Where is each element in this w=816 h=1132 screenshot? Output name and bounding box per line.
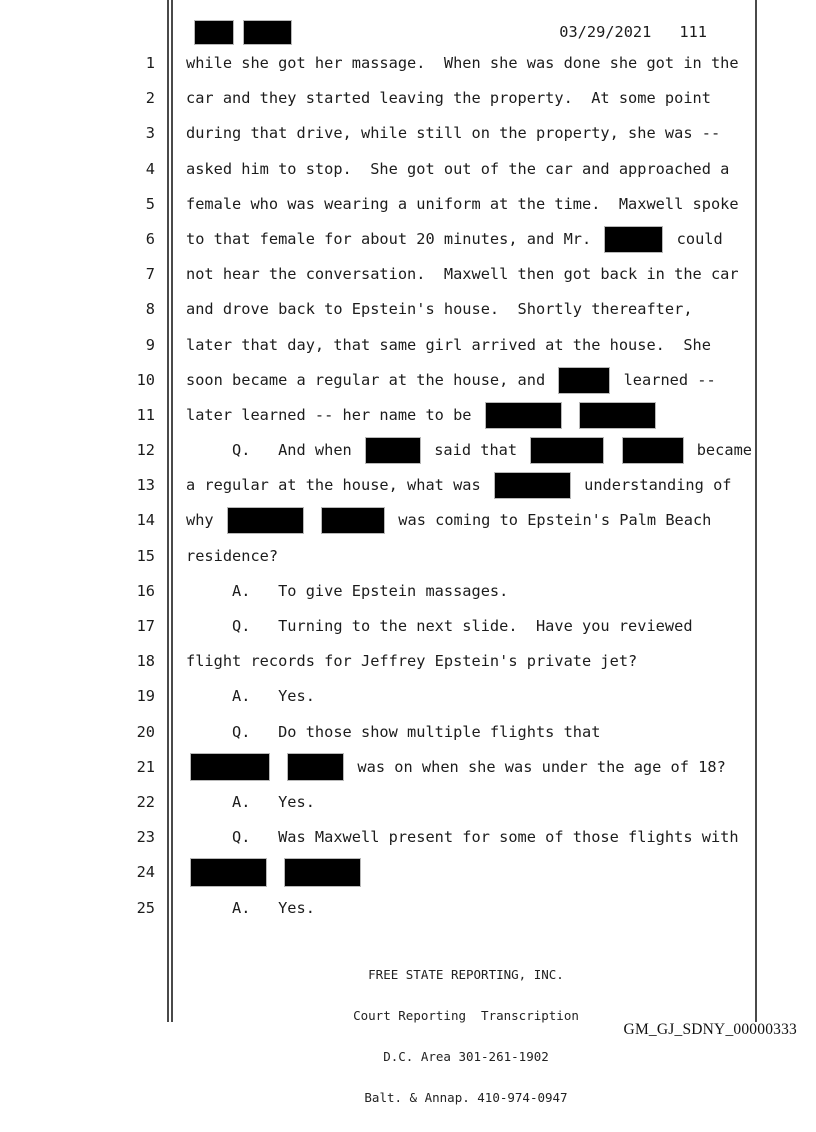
line-text: was on when she was under the age of 18? bbox=[186, 750, 726, 785]
transcript-line bbox=[0, 855, 756, 890]
line-text: Q. And when said that became bbox=[186, 433, 752, 468]
header-redactions bbox=[194, 20, 292, 45]
transcript-line bbox=[0, 750, 756, 785]
page-header bbox=[186, 20, 707, 44]
transcript-line bbox=[0, 363, 756, 398]
transcript-line bbox=[0, 679, 756, 714]
line-text: residence? bbox=[186, 546, 279, 565]
transcript-line bbox=[0, 116, 756, 151]
line-number: 3 bbox=[145, 124, 155, 143]
transcript-line bbox=[0, 257, 756, 292]
reporter-phone-balt: Balt. & Annap. 410-974-0947 bbox=[364, 1089, 568, 1105]
line-number: 2 bbox=[145, 89, 155, 108]
transcript-line bbox=[0, 222, 756, 257]
line-text: A. To give Epstein massages. bbox=[186, 581, 509, 600]
line-text: and drove back to Epstein's house. Shortly thereafter, bbox=[186, 300, 693, 319]
redaction-box bbox=[485, 402, 562, 429]
line-number: 12 bbox=[136, 441, 155, 460]
line-number: 1 bbox=[145, 54, 155, 72]
line-number: 16 bbox=[136, 581, 155, 600]
redaction-box bbox=[494, 472, 571, 499]
transcript-line bbox=[0, 820, 756, 855]
line-text: soon became a regular at the house, and learned -- bbox=[186, 363, 716, 398]
line-number: 5 bbox=[145, 194, 155, 213]
line-number: 13 bbox=[136, 476, 155, 495]
redaction-box bbox=[365, 437, 421, 464]
redaction-box bbox=[190, 858, 267, 887]
redaction-box bbox=[243, 20, 292, 45]
line-number: 14 bbox=[136, 511, 155, 530]
transcript-line bbox=[0, 81, 756, 116]
line-number: 4 bbox=[145, 159, 155, 178]
line-text: Q. Was Maxwell present for some of those flights with bbox=[186, 828, 739, 847]
line-text: to that female for about 20 minutes, and Mr. could bbox=[186, 222, 723, 257]
line-text: during that drive, while still on the property, she was -- bbox=[186, 124, 721, 143]
transcript-line bbox=[0, 292, 756, 327]
transcript bbox=[0, 46, 756, 926]
transcript-line bbox=[0, 433, 756, 468]
transcript-page-number: 111 bbox=[679, 23, 707, 41]
transcript-line bbox=[0, 46, 756, 81]
line-number: 21 bbox=[136, 757, 155, 776]
redaction-box bbox=[558, 367, 610, 394]
line-number: 6 bbox=[145, 229, 155, 248]
line-text: car and they started leaving the property. At some point bbox=[186, 89, 711, 108]
line-text: flight records for Jeffrey Epstein's private jet? bbox=[186, 652, 638, 671]
transcript-line bbox=[0, 574, 756, 609]
reporter-phone-dc: D.C. Area 301-261-1902 bbox=[383, 1048, 549, 1064]
redaction-box bbox=[579, 402, 656, 429]
line-number: 9 bbox=[145, 335, 155, 354]
line-number: 25 bbox=[136, 898, 155, 917]
line-text: Q. Do those show multiple flights that bbox=[186, 722, 601, 741]
line-number: 15 bbox=[136, 546, 155, 565]
line-text bbox=[186, 855, 365, 890]
line-text: why was coming to Epstein's Palm Beach bbox=[186, 503, 711, 538]
reporter-service: Court Reporting Transcription bbox=[353, 1007, 579, 1023]
line-text: a regular at the house, what was understanding of bbox=[186, 468, 731, 503]
line-number: 18 bbox=[136, 652, 155, 671]
transcript-line bbox=[0, 503, 756, 538]
transcript-date: 03/29/2021 bbox=[559, 23, 652, 41]
line-text: while she got her massage. When she was done she got in the bbox=[186, 54, 739, 72]
transcript-line bbox=[0, 785, 756, 820]
line-number: 17 bbox=[136, 617, 155, 635]
redaction-box bbox=[321, 507, 385, 534]
line-text: asked him to stop. She got out of the car and approached a bbox=[186, 159, 730, 178]
line-text: A. Yes. bbox=[186, 687, 315, 706]
transcript-line bbox=[0, 187, 756, 222]
redaction-box bbox=[530, 437, 604, 464]
redaction-box bbox=[604, 226, 663, 253]
transcript-line bbox=[0, 644, 756, 679]
line-text: not hear the conversation. Maxwell then got back in the car bbox=[186, 265, 739, 284]
line-number: 7 bbox=[145, 265, 155, 284]
line-text: Q. Turning to the next slide. Have you reviewed bbox=[186, 617, 693, 635]
transcript-line bbox=[0, 539, 756, 574]
transcript-line bbox=[0, 468, 756, 503]
transcript-line bbox=[0, 609, 756, 644]
line-number: 10 bbox=[136, 370, 155, 389]
transcript-line bbox=[0, 328, 756, 363]
line-number: 20 bbox=[136, 722, 155, 741]
header-date-group bbox=[559, 23, 707, 41]
redaction-box bbox=[622, 437, 684, 464]
line-number: 22 bbox=[136, 792, 155, 811]
reporter-name: FREE STATE REPORTING, INC. bbox=[368, 967, 564, 983]
bates-number: GM_GJ_SDNY_00000333 bbox=[623, 1021, 797, 1038]
redaction-box bbox=[227, 507, 304, 534]
redaction-box bbox=[194, 20, 234, 45]
redaction-box bbox=[287, 753, 344, 781]
transcript-line bbox=[0, 715, 756, 750]
transcript-line bbox=[0, 891, 756, 926]
line-number: 24 bbox=[136, 863, 155, 882]
line-text: A. Yes. bbox=[186, 792, 315, 811]
redaction-box bbox=[190, 753, 270, 781]
line-text: female who was wearing a uniform at the time. Maxwell spoke bbox=[186, 194, 739, 213]
line-number: 11 bbox=[136, 405, 155, 424]
line-number: 23 bbox=[136, 828, 155, 847]
line-number: 19 bbox=[136, 687, 155, 706]
line-text: later that day, that same girl arrived at the house. She bbox=[186, 335, 711, 354]
transcript-line bbox=[0, 152, 756, 187]
line-text: A. Yes. bbox=[186, 898, 315, 917]
redaction-box bbox=[284, 858, 361, 887]
line-text: later learned -- her name to be bbox=[186, 398, 660, 433]
transcript-line bbox=[0, 398, 756, 433]
line-number: 8 bbox=[145, 300, 155, 319]
